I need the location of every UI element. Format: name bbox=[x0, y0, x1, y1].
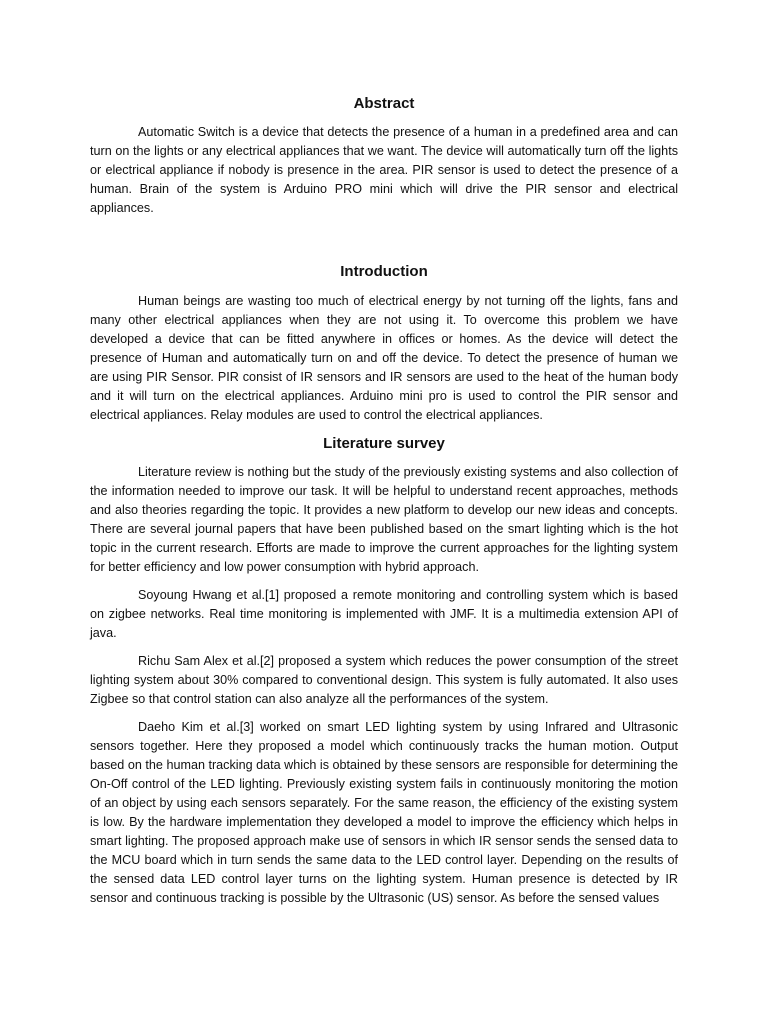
introduction-heading: Introduction bbox=[340, 263, 428, 280]
literature-paragraph-overview: Literature review is nothing but the study of the previously existing systems and also collection of the information needed to improve our task. It will be helpful to understand recent approaches, methods and also theories regarding the topic. It provides a new platform to develop our new ideas and concepts. There are several journal papers that have been published based on the smart lighting which is the hot topic in the current research. Efforts are made to improve the current approaches for the lighting system for better efficiency and low power consumption with hybrid approach. bbox=[90, 465, 678, 574]
abstract-heading: Abstract bbox=[353, 95, 415, 112]
introduction-paragraph: Human beings are wasting too much of electrical energy by not turning off the lights, fans and many other electrical appliances when they are not using it. To overcome this problem we have developed a device that can be fitted anywhere in offices or homes. As the device will detect the presence of Human and automatically turn on and off the device. To detect the presence of human we are using PIR Sensor. PIR consist of IR sensors and IR sensors are used to the heat of the human body and it will turn on the electrical appliances. Arduino mini pro is used to control the PIR sensor and electrical appliances. Relay modules are used to control the electrical appliances. bbox=[90, 294, 678, 422]
literature-survey-heading: Literature survey bbox=[323, 435, 445, 452]
literature-paragraph-alex: Richu Sam Alex et al.[2] proposed a system which reduces the power consumption of the street lighting system about 30% compared to conventional design. This system is fully automated. It also uses Zigbee so that control station can also analyze all the performances of the system. bbox=[90, 654, 678, 706]
literature-paragraph-kim: Daeho Kim et al.[3] worked on smart LED lighting system by using Infrared and Ultrasonic sensors together. Here they proposed a model which continuously tracks the human motion. Output based on the human tracking data which is obtained by these sensors are responsible for determining the On-Off control of the LED lighting. Previously existing system fails in continuously monitoring the motion of an object by using each sensors separately. For the same reason, the efficiency of the existing system is low. By the hardware implementation they developed a model to improve the efficiency which helps in smart lighting. The proposed approach make use of sensors in which IR sensor sends the sensed data to the MCU board which in turn sends the same data to the LED control layer. Depending on the results of the sensed data LED control layer turns on the lighting system. Human presence is detected by IR sensor and continuous tracking is possible by the Ultrasonic (US) sensor. As before the sensed values bbox=[90, 720, 678, 905]
abstract-paragraph: Automatic Switch is a device that detects the presence of a human in a predefined area and can turn on the lights or any electrical appliances that we want. The device will automatically turn off the lights or electrical appliance if nobody is presence in the area. PIR sensor is used to detect the presence of a human. Brain of the system is Arduino PRO mini which will drive the PIR sensor and electrical appliances. bbox=[90, 125, 678, 215]
literature-paragraph-hwang: Soyoung Hwang et al.[1] proposed a remote monitoring and controlling system which is based on zigbee networks. Real time monitoring is implemented with JMF. It is a multimedia extension API of java. bbox=[90, 588, 678, 640]
